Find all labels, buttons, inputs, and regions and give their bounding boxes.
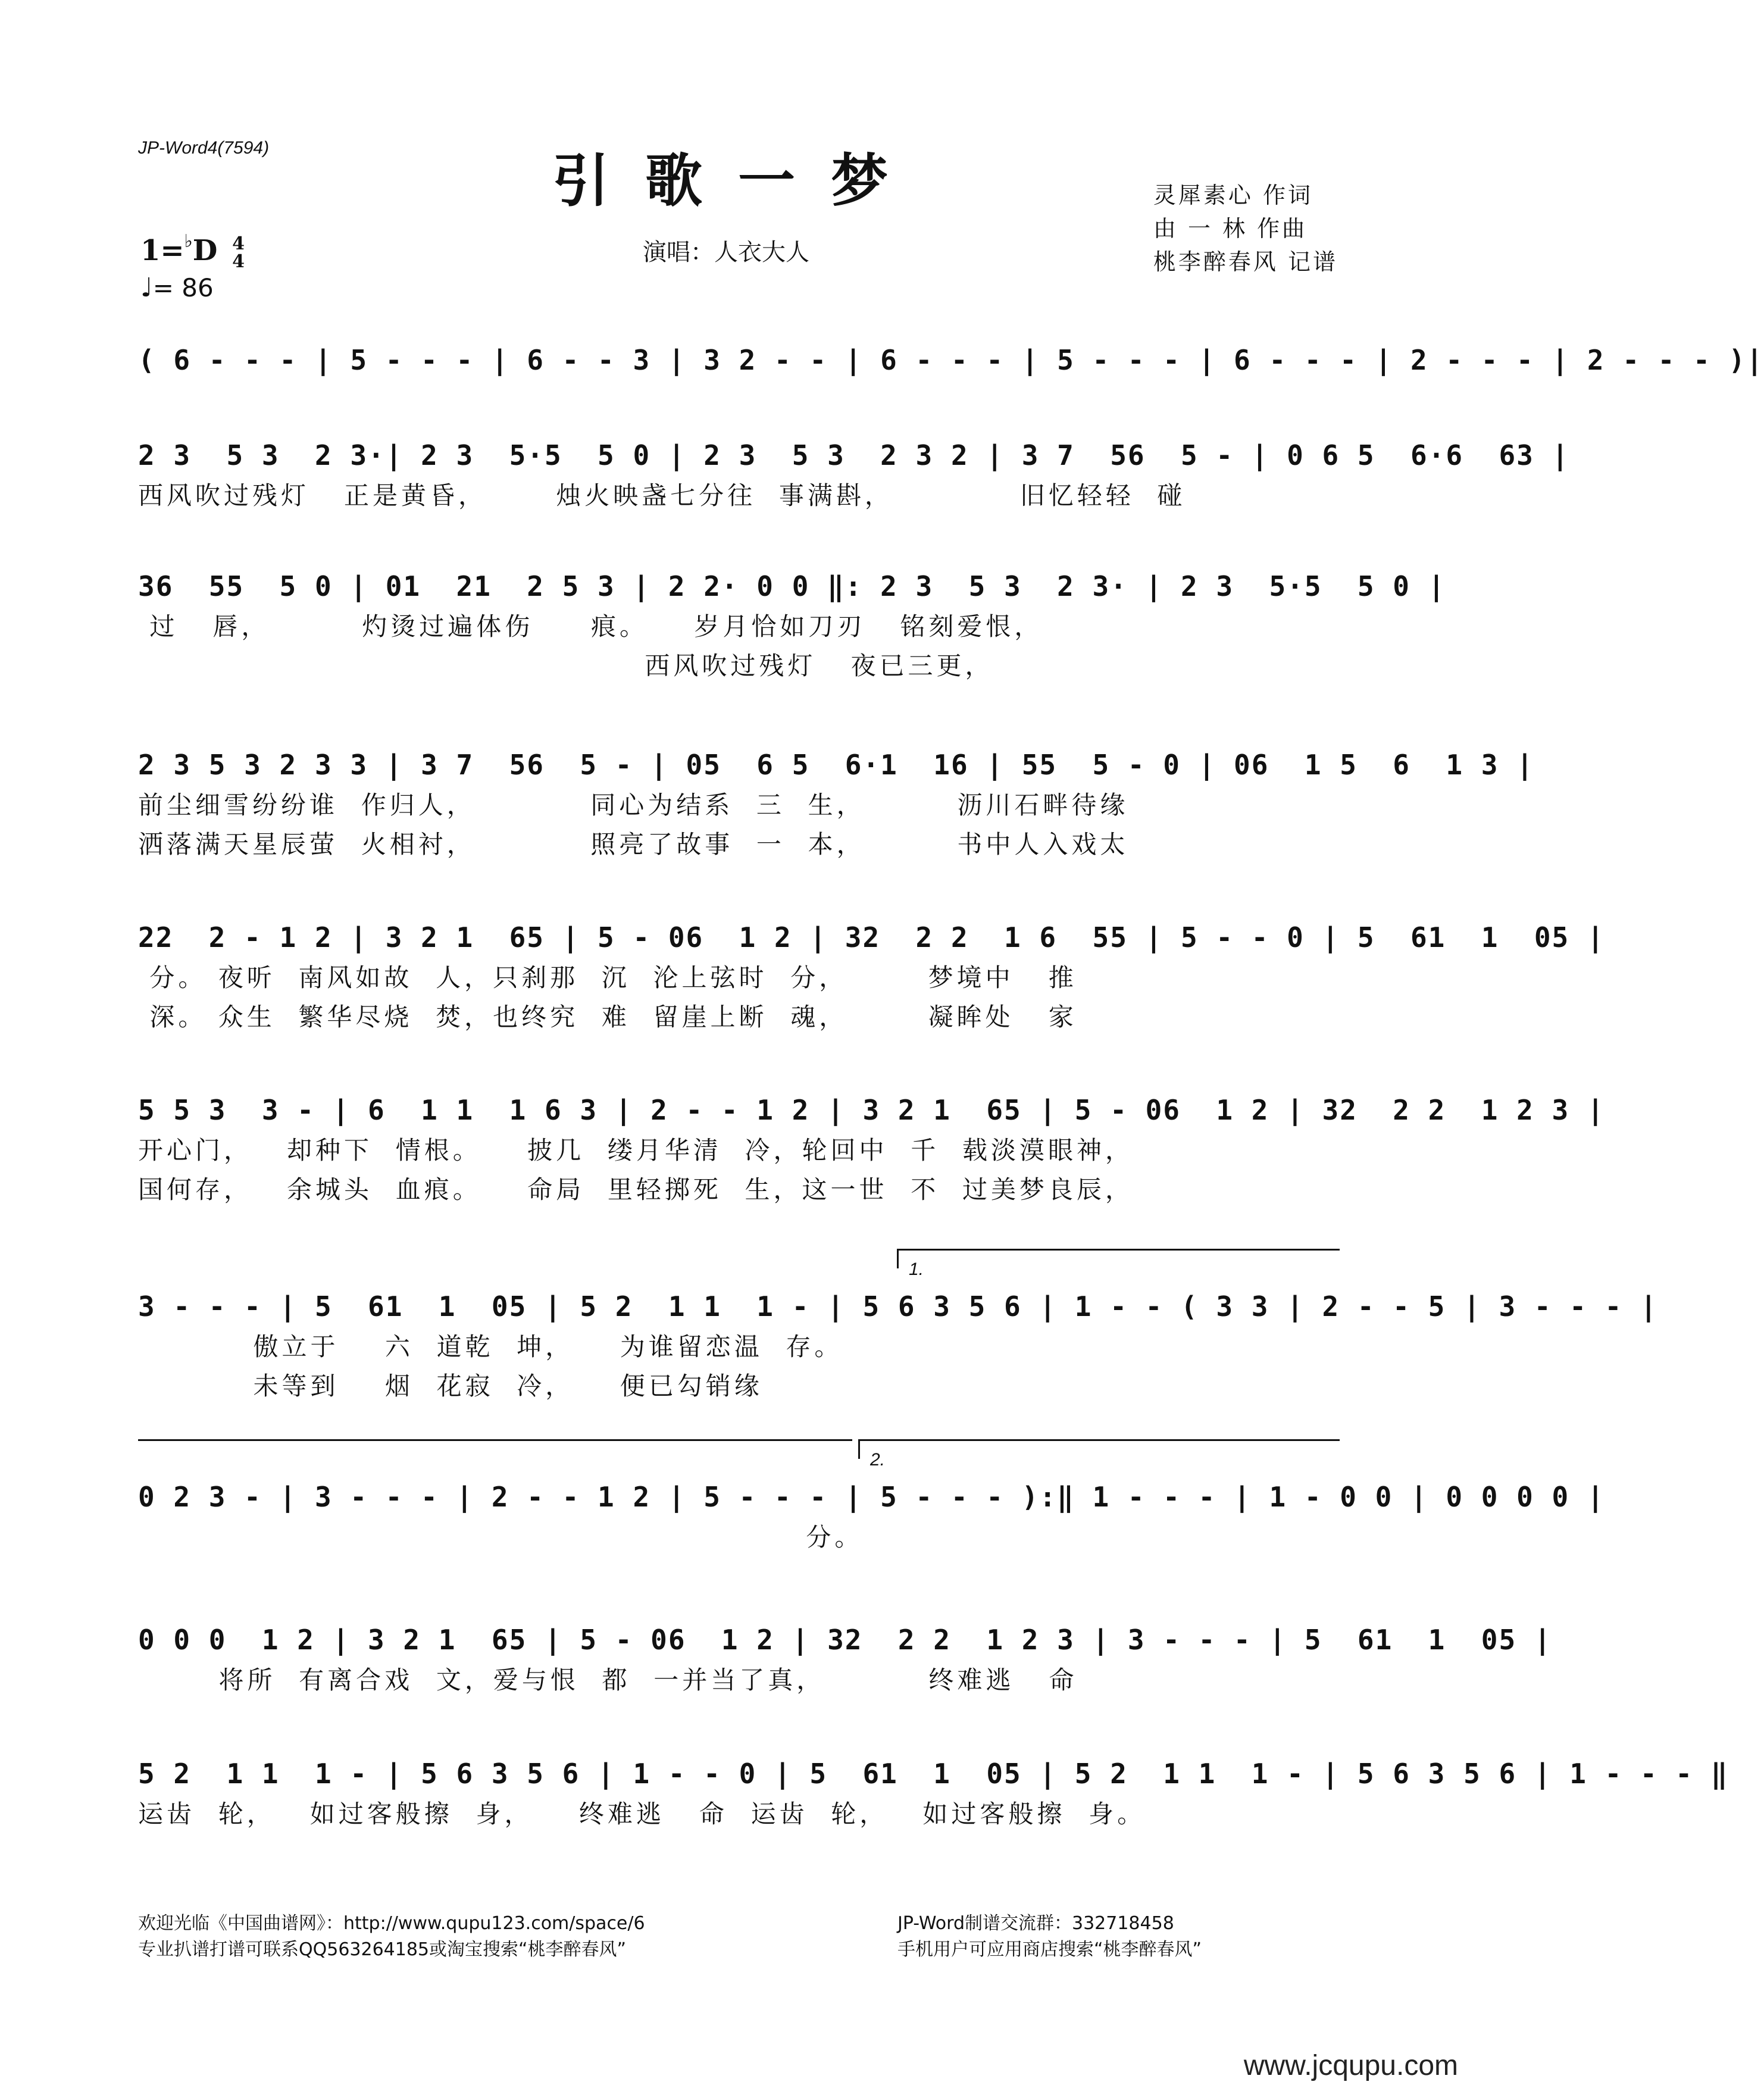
score-line-4 [138,744,1534,864]
key-note: D [192,234,218,267]
score-line-10 [138,1753,1729,1834]
notes-row: 5 5 3 3 - | 6 1 1 1 6 3 | 2 - - 1 2 | 3 2 1 65 | 5 - 06 1 2 | 32 2 2 1 2 3 | [138,1094,1605,1126]
lyric-row-1: 过 唇， 灼烫过遍体伤 痕。 岁月恰如刀刃 铭刻爱恨， [138,612,1043,641]
key-prefix: 1= [140,234,184,267]
notes-row: 3 - - - | 5 61 1 05 | 5 2 1 1 1 - | 5 6 3 5 6 | 1 - - ( 3 3 | 2 - - 5 | 3 - - - | [138,1290,1658,1323]
score-line-1 [138,339,1764,381]
score-line-6 [138,1089,1605,1209]
quarter-note-icon: ♩ [140,273,153,303]
software-label: JP-Word4(7594) [138,138,270,158]
site-welcome-text: 欢迎光临《中国曲谱网》：http://www.qupu123.com/space/6 [138,1913,645,1934]
notes-row: 5 2 1 1 1 - | 5 6 3 5 6 | 1 - - 0 | 5 61 1 05 | 5 2 1 1 1 - | 5 6 3 5 6 | 1 - - - ‖ [138,1758,1729,1790]
score-line-3 [138,565,1446,686]
site-watermark: www.jcqupu.com [1243,2050,1458,2081]
lyric-row-1: 傲立于 六 道乾 坤， 为谁留恋温 存。 [138,1332,843,1361]
lyric-row-2: 西风吹过残灯 夜已三更， [138,651,994,680]
volta-extension-line [138,1439,852,1441]
time-signature [232,235,245,271]
volta-bracket-2 [858,1439,1340,1459]
score-line-9 [138,1619,1552,1700]
footer-right [897,1911,1202,1963]
contact-text: 专业扒谱打谱可联系QQ563264185或淘宝搜索“桃李醉春风” [138,1939,627,1960]
lyric-row-1: 运齿 轮， 如过客般擦 身， 终难逃 命 运齿 轮， 如过客般擦 身。 [138,1799,1146,1828]
notes-row: 36 55 5 0 | 01 21 2 5 3 | 2 2· 0 0 ‖: 2 3 5 3 2 3· | 2 3 5·5 5 0 | [138,570,1446,602]
notes-row: ( 6 - - - | 5 - - - | 6 - - 3 | 3 2 - - | 6 - - - | 5 - - - | 6 - - - | 2 - - - | 2 - - - )| [138,344,1764,376]
notes-row: 2 3 5 3 2 3·| 2 3 5·5 5 0 | 2 3 5 3 2 3 2 | 3 7 56 5 - | 0 6 5 6·6 63 | [138,439,1570,471]
time-signature-bottom: 4 [232,251,245,272]
notes-row: 0 2 3 - | 3 - - - | 2 - - 1 2 | 5 - - - | 5 - - - ):‖ 1 - - - | 1 - 0 0 | 0 0 0 0 | [138,1481,1605,1513]
flat-sign: ♭ [184,231,193,252]
lyric-row-2: 深。 众生 繁华尽烧 焚，也终究 难 留崖上断 魂， 凝眸处 家 [138,1002,1077,1032]
song-title: 引歌一梦 [552,147,924,214]
singer-credit: 演唱：人衣大人 [643,239,809,266]
volta-label-1: 1. [909,1259,924,1279]
lyric-row-1: 开心门， 却种下 情根。 披几 缕月华清 冷，轮回中 千 载淡漠眼神， [138,1136,1134,1165]
footer-left [138,1911,645,1963]
lyric-row-2: 洒落满天星辰萤 火相衬， 照亮了故事 一 本， 书中人入戏太 [138,830,1129,859]
lyric-row-1: 分。 [138,1523,864,1552]
lyric-row-2: 国何存， 余城头 血痕。 命局 里轻掷死 生，这一世 不 过美梦良辰， [138,1175,1134,1204]
lyric-row-1: 分。 夜听 南风如故 人，只刹那 沉 沦上弦时 分， 梦境中 推 [138,963,1077,992]
composer-credit: 由 一 林 作曲 [1153,215,1308,242]
notes-row: 0 0 0 1 2 | 3 2 1 65 | 5 - 06 1 2 | 32 2 2 1 2 3 | 3 - - - | 5 61 1 05 | [138,1624,1552,1656]
lyric-row-1: 将所 有离合戏 文，爱与恨 都 一并当了真， 终难逃 命 [138,1665,1078,1695]
lyric-row-1: 前尘细雪纷纷谁 作归人， 同心为结系 三 生， 沥川石畔待缘 [138,790,1129,820]
score-line-5 [138,917,1605,1037]
volta-label-2: 2. [870,1450,886,1470]
time-signature-top: 4 [232,233,245,254]
lyricist-credit: 灵犀素心 作词 [1153,182,1313,208]
credits-block [1153,179,1338,279]
score-line-7 [138,1259,1658,1406]
volta-bracket-1 [897,1249,1340,1268]
app-search-text: 手机用户可应用商店搜索“桃李醉春风” [897,1939,1202,1960]
score-line-8 [138,1450,1605,1557]
lyric-row-1: 西风吹过残灯 正是黄昏， 烛火映盏七分往 事满斟， 旧忆轻轻 碰 [138,481,1186,510]
group-text: JP-Word制谱交流群：332718458 [897,1913,1174,1934]
tempo-marking [140,273,214,303]
notes-row: 22 2 - 1 2 | 3 2 1 65 | 5 - 06 1 2 | 32 2 2 1 6 55 | 5 - - 0 | 5 61 1 05 | [138,921,1605,954]
notes-row: 2 3 5 3 2 3 3 | 3 7 56 5 - | 05 6 5 6·1 16 | 55 5 - 0 | 06 1 5 6 1 3 | [138,749,1534,781]
tempo-value: = 86 [152,273,214,302]
score-line-2 [138,435,1570,515]
transcriber-credit: 桃李醉春风 记谱 [1153,249,1338,275]
lyric-row-2: 未等到 烟 花寂 冷， 便已勾销缘 [138,1371,763,1401]
key-signature [140,231,245,271]
